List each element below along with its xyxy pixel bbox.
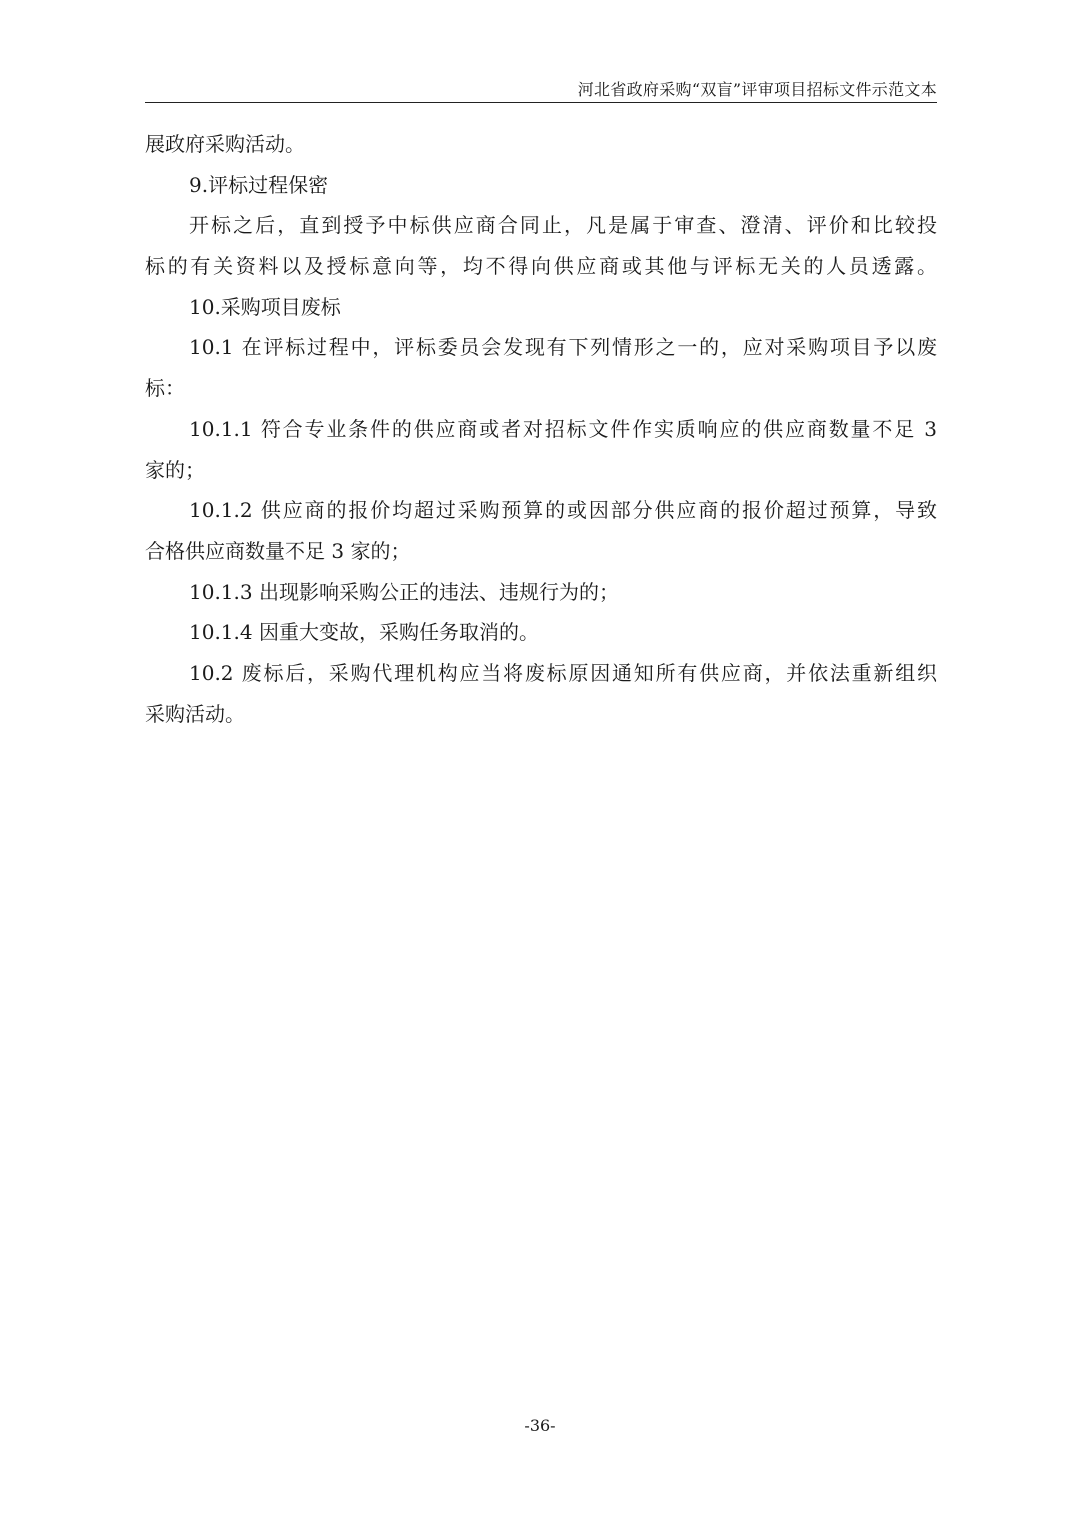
section-heading: 9.评标过程保密: [189, 172, 329, 197]
text-line: 合格供应商数量不足 3 家的；: [145, 538, 411, 563]
text-line: 采购活动。: [145, 701, 245, 726]
text-line: 10.1.2 供应商的报价均超过采购预算的或因部分供应商的报价超过预算，导致: [189, 498, 937, 523]
text-line: 10.1.4 因重大变故，采购任务取消的。: [189, 620, 539, 645]
header-title: 河北省政府采购“双盲”评审项目招标文件示范文本: [577, 80, 937, 99]
text-line: 10.1 在评标过程中，评标委员会发现有下列情形之一的，应对采购项目予以废: [189, 335, 937, 360]
text-line: 展政府采购活动。: [145, 132, 305, 156]
page-number: -36-: [524, 1416, 556, 1435]
text-line: 10.2 废标后，采购代理机构应当将废标原因通知所有供应商，并依法重新组织: [189, 660, 937, 685]
section-heading: 10.采购项目废标: [189, 294, 341, 319]
page-header: [145, 74, 937, 103]
text-line: 标：: [145, 376, 185, 401]
text-line: 家的；: [145, 457, 205, 482]
document-body: [145, 124, 937, 734]
text-line: 10.1.3 出现影响采购公正的违法、违规行为的；: [189, 579, 619, 604]
text-line: 标的有关资料以及授标意向等，均不得向供应商或其他与评标无关的人员透露。: [145, 254, 937, 279]
text-line: 10.1.1 符合专业条件的供应商或者对招标文件作实质响应的供应商数量不足 3: [189, 416, 937, 441]
text-line: 开标之后，直到授予中标供应商合同止，凡是属于审查、澄清、评价和比较投: [189, 213, 937, 238]
